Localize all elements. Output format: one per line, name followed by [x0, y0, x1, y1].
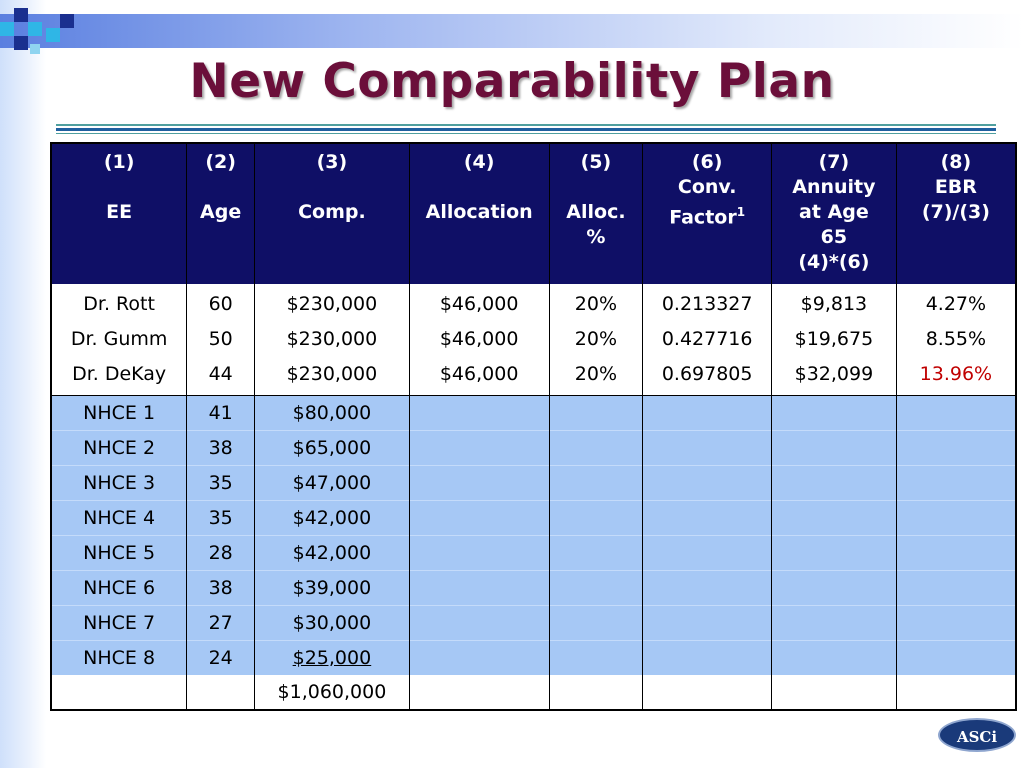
- asci-logo-badge: ASCi: [938, 718, 1016, 752]
- cell-annuity: $9,813: [772, 284, 897, 322]
- cell-empty: [896, 571, 1016, 606]
- header-ebr: [896, 143, 1016, 284]
- cell-ebr: 4.27%: [896, 284, 1016, 322]
- header-label: %: [586, 226, 606, 248]
- cell-empty: [409, 536, 549, 571]
- cell-comp: $65,000: [255, 431, 410, 466]
- cell-empty: [409, 641, 549, 676]
- top-decorative-band: [0, 14, 1024, 48]
- cell-empty: [896, 641, 1016, 676]
- cell-comp: $230,000: [255, 322, 410, 357]
- cell-empty: [549, 501, 643, 536]
- cell-empty: [549, 606, 643, 641]
- cell-empty: [643, 641, 772, 676]
- cell-empty: [409, 396, 549, 431]
- cell-ee: NHCE 7: [51, 606, 187, 641]
- cell-ee: NHCE 3: [51, 466, 187, 501]
- cell-age: 35: [187, 501, 255, 536]
- cell-empty: [643, 501, 772, 536]
- header-number: (7): [818, 151, 850, 173]
- header-annuity: [772, 143, 897, 284]
- header-number: (5): [580, 151, 612, 173]
- cell-empty: [643, 431, 772, 466]
- cell-empty: [896, 431, 1016, 466]
- cell-age: 28: [187, 536, 255, 571]
- cell-comp: $230,000: [255, 357, 410, 396]
- header-label: EE: [106, 201, 133, 223]
- header-label: (7)/(3): [921, 201, 990, 223]
- cell-empty: [643, 571, 772, 606]
- cell-ee: Dr. DeKay: [51, 357, 187, 396]
- cell-empty: [896, 536, 1016, 571]
- cell-empty: [772, 641, 897, 676]
- cell-empty: [409, 466, 549, 501]
- cell-ee: NHCE 4: [51, 501, 187, 536]
- cell-comp: $80,000: [255, 396, 410, 431]
- table-row-nhce: [51, 466, 1016, 501]
- cell-empty: [409, 431, 549, 466]
- title-underline-rule: [56, 124, 996, 134]
- cell-alloc-pct: 20%: [549, 284, 643, 322]
- cell-allocation: $46,000: [409, 284, 549, 322]
- header-number: (1): [103, 151, 135, 173]
- header-label: Conv.: [677, 176, 737, 198]
- cell-total-comp: $1,060,000: [255, 675, 410, 710]
- cell-alloc-pct: 20%: [549, 357, 643, 396]
- header-number: (2): [205, 151, 236, 173]
- cell-empty: [772, 571, 897, 606]
- cell-empty: [896, 466, 1016, 501]
- cell-ee: Dr. Rott: [51, 284, 187, 322]
- cell-conv-factor: 0.213327: [643, 284, 772, 322]
- cell-age: 44: [187, 357, 255, 396]
- header-label: at Age: [799, 201, 869, 223]
- cell-ee: Dr. Gumm: [51, 322, 187, 357]
- cell-comp: $42,000: [255, 536, 410, 571]
- cell-empty: [772, 536, 897, 571]
- header-age: [187, 143, 255, 284]
- table-header-row: [51, 143, 1016, 284]
- cell-ee: NHCE 8: [51, 641, 187, 676]
- table-row-total: [51, 675, 1016, 710]
- header-label: Alloc.: [566, 201, 626, 223]
- cell-empty: [187, 675, 255, 710]
- header-label: Annuity: [792, 176, 876, 198]
- header-label-with-footnote: [647, 200, 767, 230]
- table-row-nhce: [51, 606, 1016, 641]
- cell-age: 41: [187, 396, 255, 431]
- header-label: Comp.: [298, 201, 366, 223]
- header-number: (8): [940, 151, 972, 173]
- cell-empty: [549, 431, 643, 466]
- cell-age: 35: [187, 466, 255, 501]
- cell-ee: NHCE 5: [51, 536, 187, 571]
- cell-empty: [409, 606, 549, 641]
- cell-empty: [643, 675, 772, 710]
- cell-empty: [643, 606, 772, 641]
- cell-age: 38: [187, 431, 255, 466]
- cell-empty: [772, 466, 897, 501]
- table-row-nhce: [51, 641, 1016, 676]
- cell-empty: [643, 536, 772, 571]
- table-row-nhce: [51, 536, 1016, 571]
- cell-annuity: $19,675: [772, 322, 897, 357]
- cell-empty: [409, 501, 549, 536]
- header-alloc-pct: [549, 143, 643, 284]
- cell-empty: [549, 396, 643, 431]
- cell-comp: $42,000: [255, 501, 410, 536]
- cell-empty: [772, 396, 897, 431]
- table-row-nhce: [51, 571, 1016, 606]
- header-ee: [51, 143, 187, 284]
- cell-conv-factor: 0.697805: [643, 357, 772, 396]
- cell-ebr-highlight: 13.96%: [896, 357, 1016, 396]
- table-row-nhce: [51, 501, 1016, 536]
- cell-empty: [549, 571, 643, 606]
- header-label: 65: [820, 226, 848, 248]
- cell-conv-factor: 0.427716: [643, 322, 772, 357]
- cell-age: 27: [187, 606, 255, 641]
- cell-empty: [549, 536, 643, 571]
- cell-ebr: 8.55%: [896, 322, 1016, 357]
- table-row-nhce: [51, 396, 1016, 431]
- cell-comp: $230,000: [255, 284, 410, 322]
- cell-empty: [772, 606, 897, 641]
- cell-empty: [549, 466, 643, 501]
- left-decorative-strip: [0, 0, 46, 768]
- table-row-hce: [51, 284, 1016, 322]
- header-conv-factor: [643, 143, 772, 284]
- footnote-marker: 1: [736, 205, 746, 219]
- header-label: (4)*(6): [798, 251, 870, 273]
- cell-ee: NHCE 2: [51, 431, 187, 466]
- cell-empty: [549, 641, 643, 676]
- cell-age: 38: [187, 571, 255, 606]
- cell-empty: [409, 571, 549, 606]
- page-title: New Comparability Plan: [189, 54, 835, 109]
- cell-comp: $25,000: [255, 641, 410, 676]
- cell-empty: [772, 431, 897, 466]
- cell-age: 50: [187, 322, 255, 357]
- header-allocation: [409, 143, 549, 284]
- cell-empty: [772, 675, 897, 710]
- cell-alloc-pct: 20%: [549, 322, 643, 357]
- cell-allocation: $46,000: [409, 357, 549, 396]
- table-row-hce: [51, 357, 1016, 396]
- cell-age: 60: [187, 284, 255, 322]
- header-comp: [255, 143, 410, 284]
- cell-ee: NHCE 1: [51, 396, 187, 431]
- cell-empty: [51, 675, 187, 710]
- cell-age: 24: [187, 641, 255, 676]
- header-number: (3): [316, 151, 348, 173]
- cell-empty: [896, 675, 1016, 710]
- comparability-plan-table: [50, 142, 1017, 711]
- cell-comp: $39,000: [255, 571, 410, 606]
- cell-empty: [896, 606, 1016, 641]
- header-number: (6): [691, 151, 723, 173]
- table-row-nhce: [51, 431, 1016, 466]
- header-label: Factor: [669, 206, 737, 229]
- cell-empty: [549, 675, 643, 710]
- cell-empty: [772, 501, 897, 536]
- cell-annuity: $32,099: [772, 357, 897, 396]
- header-label: Age: [200, 201, 242, 223]
- header-number: (4): [463, 151, 495, 173]
- table-row-hce: [51, 322, 1016, 357]
- cell-empty: [896, 396, 1016, 431]
- cell-ee: NHCE 6: [51, 571, 187, 606]
- cell-allocation: $46,000: [409, 322, 549, 357]
- cell-empty: [896, 501, 1016, 536]
- cell-empty: [409, 675, 549, 710]
- header-label: Allocation: [425, 201, 533, 223]
- cell-empty: [643, 396, 772, 431]
- header-label: EBR: [934, 176, 977, 198]
- cell-empty: [643, 466, 772, 501]
- cell-comp: $47,000: [255, 466, 410, 501]
- cell-comp: $30,000: [255, 606, 410, 641]
